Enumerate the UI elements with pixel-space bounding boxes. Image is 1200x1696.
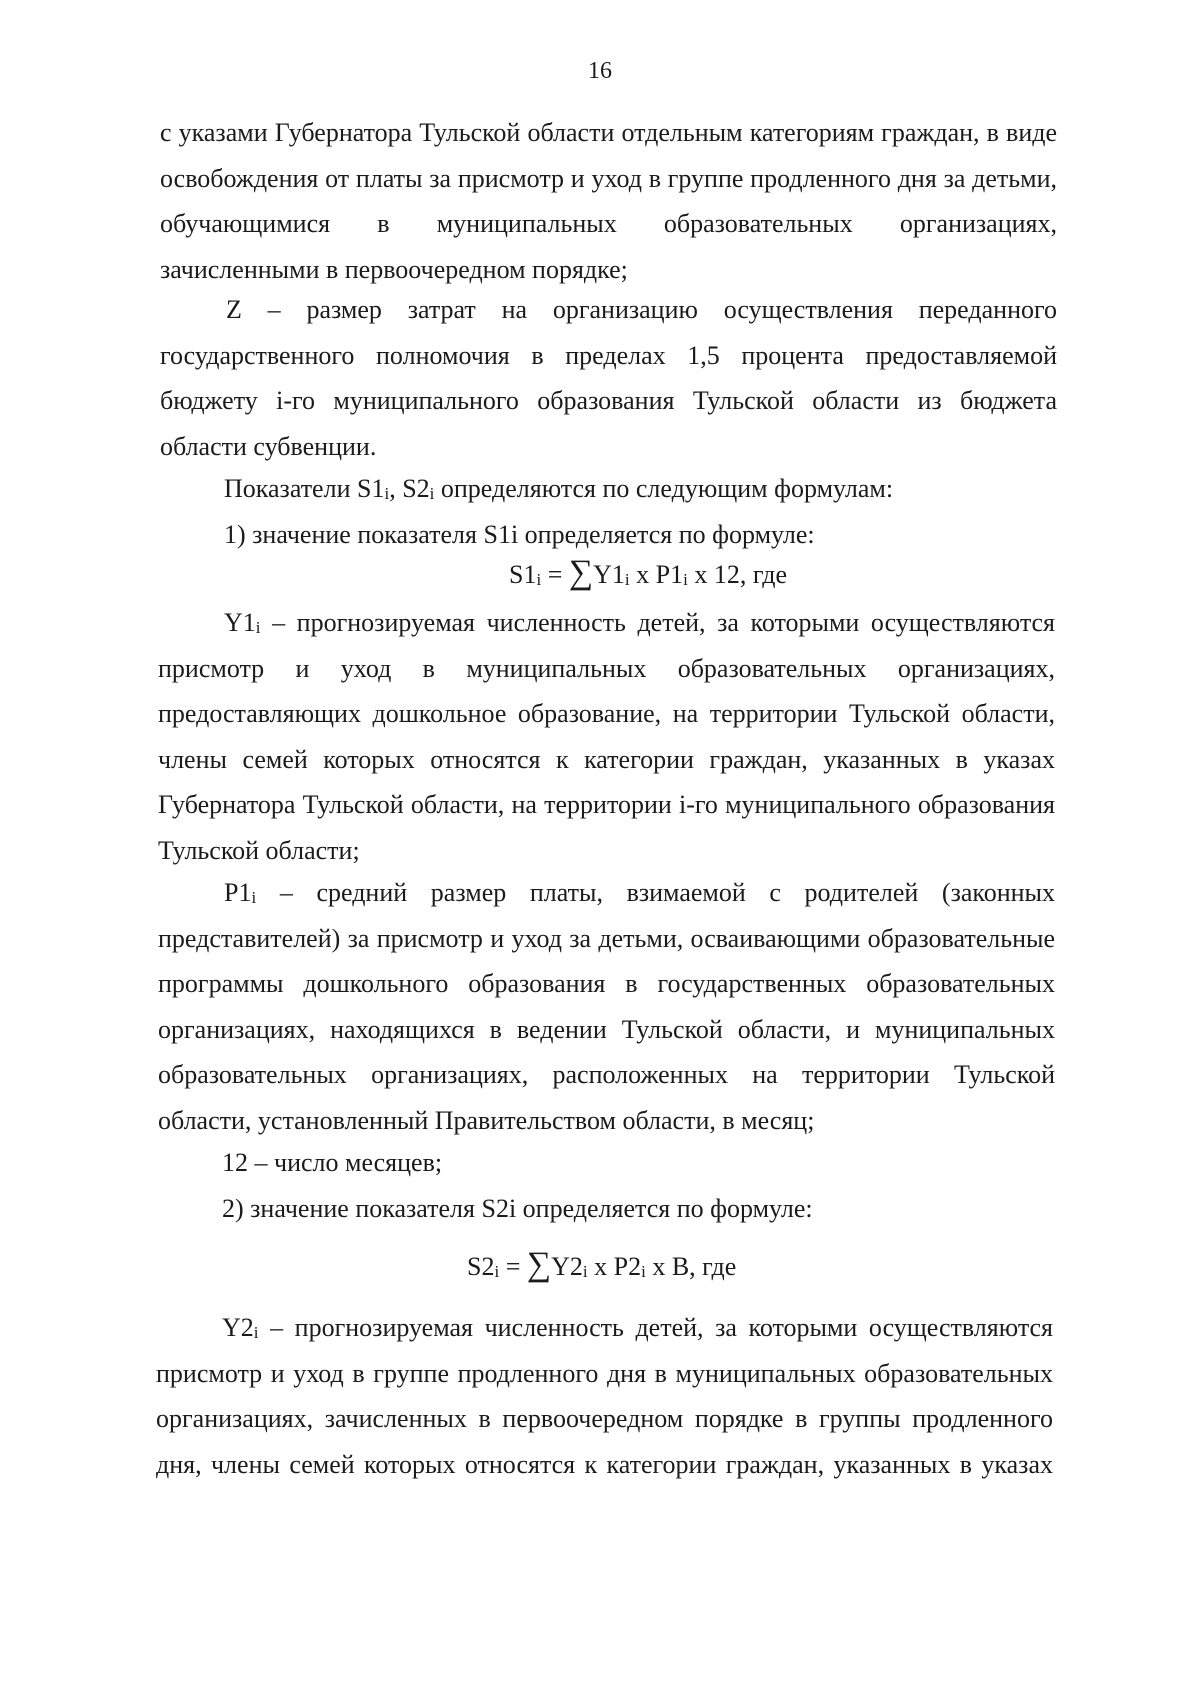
- formula-text: x B, где: [645, 1252, 737, 1281]
- subscript: i: [251, 888, 257, 907]
- sum-sign: ∑: [568, 554, 594, 591]
- text-line: бюджету i-го муниципального образования Тульской области из бюджета: [160, 386, 1057, 415]
- text-line: организациях, зачисленных в первоочередном порядке в группы продленного: [156, 1404, 1053, 1433]
- paragraph-9: [156, 1305, 1053, 1487]
- text-run: – прогнозируемая численность детей, за которыми осуществляются: [258, 1313, 1053, 1342]
- subscript: i: [494, 1262, 500, 1281]
- sum-sign: ∑: [526, 1246, 552, 1283]
- formula-s2: [467, 1246, 737, 1283]
- text-run: определяются по следующим формулам:: [434, 474, 894, 503]
- formula-text: x P2: [587, 1252, 642, 1281]
- text-run: , S2: [389, 474, 430, 503]
- paragraph-4: 1) значение показателя S1i определяется по формуле:: [224, 520, 815, 549]
- text-line: области, установленный Правительством области, в месяц;: [158, 1105, 815, 1135]
- paragraph-8: 2) значение показателя S2i определяется по формуле:: [222, 1194, 813, 1223]
- text-line: дня, члены семей которых относятся к категории граждан, указанных в указах: [156, 1449, 1053, 1479]
- subscript: i: [429, 484, 435, 503]
- formula-text: S2: [467, 1252, 495, 1281]
- text-line: обучающимися в муниципальных образовательных организациях,: [160, 209, 1057, 238]
- text-line: предоставляющих дошкольное образование, на территории Тульской области,: [158, 699, 1055, 728]
- text-line: образовательных организациях, расположенных на территории Тульской: [158, 1060, 1055, 1089]
- formula-text: =: [541, 560, 569, 589]
- text-line: организациях, находящихся в ведении Тульской области, и муниципальных: [158, 1014, 1055, 1044]
- text-run: P1: [224, 878, 252, 907]
- subscript: i: [255, 618, 261, 637]
- text-line: программы дошкольного образования в государственных образовательных: [158, 969, 1055, 998]
- text-run: Y2: [222, 1313, 254, 1342]
- text-run: – средний размер платы, взимаемой с родителей (законных: [256, 878, 1055, 907]
- subscript: i: [683, 570, 688, 589]
- text-line: Губернатора Тульской области, на территории i-го муниципального образования: [158, 790, 1055, 819]
- text-line: государственного полномочия в пределах 1,5 процента предоставляемой: [160, 340, 1057, 370]
- text-run: Показатели S1: [224, 474, 385, 503]
- subscript: i: [624, 570, 630, 589]
- text-line: [158, 870, 1055, 916]
- text-line: [156, 1305, 1053, 1351]
- text-line: с указами Губернатора Тульской области отдельным категориям граждан, в виде: [160, 118, 1057, 147]
- paragraph-2: [160, 287, 1057, 469]
- paragraph-7: 12 – число месяцев;: [222, 1148, 443, 1177]
- text-line: представителей) за присмотр и уход за детьми, осваивающими образовательные: [158, 923, 1055, 953]
- subscript: i: [384, 484, 390, 503]
- text-line: присмотр и уход в муниципальных образовательных организациях,: [158, 653, 1055, 683]
- formula-text: S1: [509, 560, 537, 589]
- paragraph-3: [224, 466, 893, 512]
- formula-text: =: [499, 1252, 527, 1281]
- text-line: Z – размер затрат на организацию осуществления переданного: [226, 295, 1057, 324]
- paragraph-6: [158, 870, 1055, 1143]
- text-line: члены семей которых относятся к категории граждан, указанных в указах: [158, 744, 1055, 774]
- formula-text: Y2: [551, 1252, 583, 1281]
- subscript: i: [641, 1262, 646, 1281]
- subscript: i: [253, 1323, 259, 1342]
- formula-s1: [509, 554, 787, 591]
- page-number: 16: [588, 58, 612, 84]
- text-line: присмотр и уход в группе продленного дня в муниципальных образовательных: [156, 1358, 1053, 1388]
- formula-text: x 12, где: [687, 560, 787, 589]
- subscript: i: [582, 1262, 588, 1281]
- text-line: [158, 600, 1055, 646]
- text-run: Y1: [224, 608, 256, 637]
- text-line: освобождения от платы за присмотр и уход в группе продленного дня за детьми,: [160, 163, 1057, 193]
- paragraph-1: [160, 110, 1057, 292]
- subscript: i: [536, 570, 542, 589]
- paragraph-5: [158, 600, 1055, 873]
- formula-text: x P1: [629, 560, 684, 589]
- formula-text: Y1: [593, 560, 625, 589]
- text-line: Тульской области;: [158, 835, 360, 865]
- text-run: – прогнозируемая численность детей, за которыми осуществляются: [260, 608, 1055, 637]
- text-line: области субвенции.: [160, 431, 377, 461]
- text-line: зачисленными в первоочередном порядке;: [160, 254, 628, 284]
